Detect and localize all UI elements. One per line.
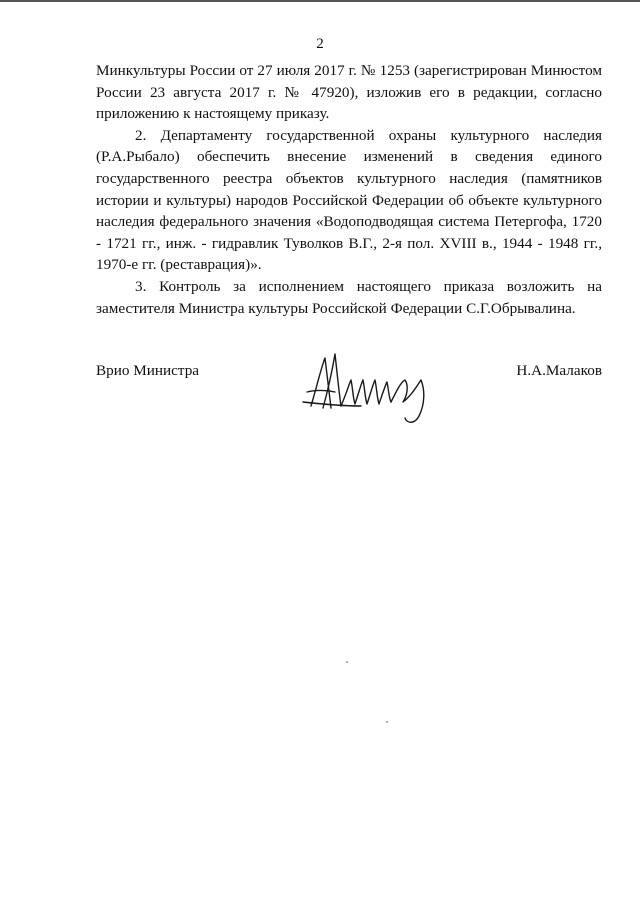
page-top-edge-line [0,0,640,2]
scan-speck [386,721,388,723]
paragraph-continuation: Минкультуры России от 27 июля 2017 г. № 1253 (зарегистрирован Минюстом России 23 августа 2017 г. № 47920), изложив его в редакции, согласно приложению к настоящему приказу. [96,62,602,123]
document-body [96,60,602,319]
scan-speck [346,661,348,663]
page-number: 2 [316,36,324,52]
signatory-name: Н.А.Малаков [516,362,602,379]
paragraph-item-3: 3. Контроль за исполнением настоящего приказа возложить на заместителя Министра культуры Российской Федерации С.Г.Обрывалина. [96,277,602,317]
signatory-position: Врио Министра [96,362,200,379]
paragraph-item-2: 2. Департаменту государственной охраны культурного наследия (Р.А.Рыбало) обеспечить внесение изменений в сведения единого государственного реестра объектов культурного наследия (памятников истории и культуры) народов Российской Федерации об объекте культурного наследия федерального значения «Водоподводящая система Петергофа, 1720 - 1721 гг., инж. - гидравлик Туволков В.Г., 2-я пол. XVIII в., 1944 - 1948 гг., 1970-е гг. (реставрация)». [96,126,602,274]
signature-block [96,362,602,452]
handwritten-signature [301,346,451,426]
